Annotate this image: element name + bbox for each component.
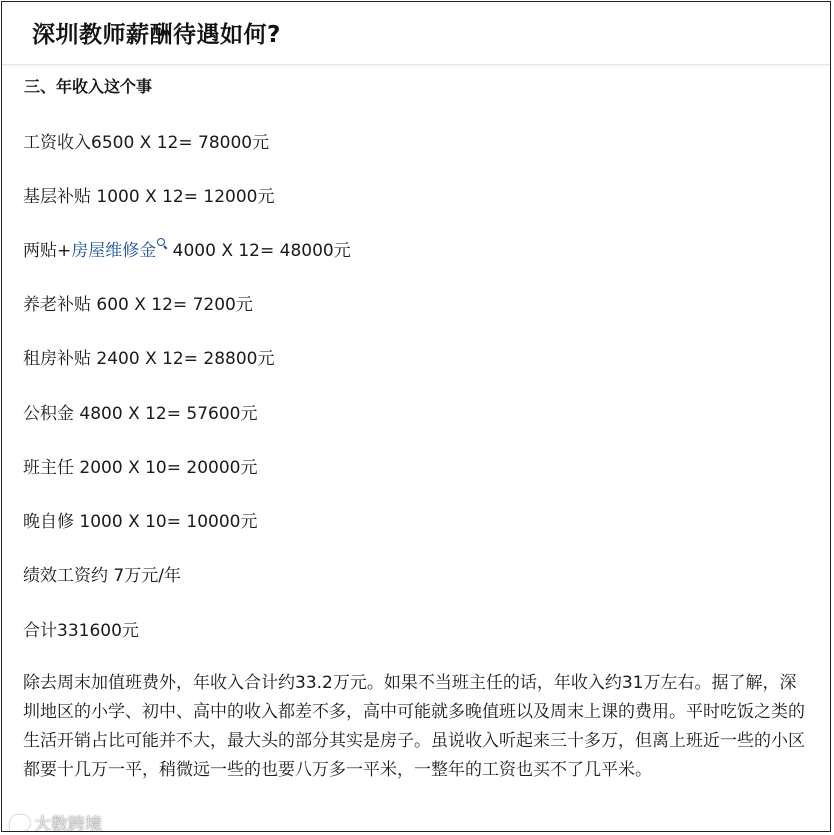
article-frame [1,1,831,832]
income-line-head-teacher: 班主任 2000 X 10= 20000元 [23,458,258,478]
question-header [2,2,830,65]
chat-bubble-icon [10,815,30,831]
watermark [10,810,102,832]
housing-maintenance-link[interactable]: 房屋维修金 [71,241,157,261]
summary-paragraph: 除去周末加值班费外，年收入合计约33.2万元。如果不当班主任的话，年收入约31万左右。据了解，深圳地区的小学、初中、高中的收入都差不多，高中可能就多晚值班以及周末上课的费用。平时吃饭之类的生活开销占比可能并不大，最大头的部分其实是房子。虽说收入听起来三十多万，但离上班近一些的小区都要十几万一平，稍微远一些的也要八万多一平米，一整年的工资也买不了几平米。 [23,673,805,780]
search-icon[interactable] [157,238,167,248]
page-title: 深圳教师薪酬待遇如何? [32,22,281,48]
income-line-evening-study: 晚自修 1000 X 10= 10000元 [23,512,258,532]
income-total: 合计331600元 [23,621,139,641]
income-line-rent-subsidy: 租房补贴 2400 X 12= 28800元 [23,349,275,369]
watermark-text: 大数跨境 [34,815,102,832]
income-line-prefix: 两贴+ [23,241,72,261]
income-line-housing-maintenance [23,236,351,261]
section-heading: 三、年收入这个事 [24,77,153,96]
income-line-pension-subsidy: 养老补贴 600 X 12= 7200元 [23,295,253,315]
income-line-suffix: 4000 X 12= 48000元 [167,241,351,261]
income-line-performance-pay: 绩效工资约 7万元/年 [23,566,181,586]
income-line-salary: 工资收入6500 X 12= 78000元 [23,133,270,153]
income-line-housing-fund: 公积金 4800 X 12= 57600元 [23,404,258,424]
income-line-grassroots-subsidy: 基层补贴 1000 X 12= 12000元 [23,187,275,207]
